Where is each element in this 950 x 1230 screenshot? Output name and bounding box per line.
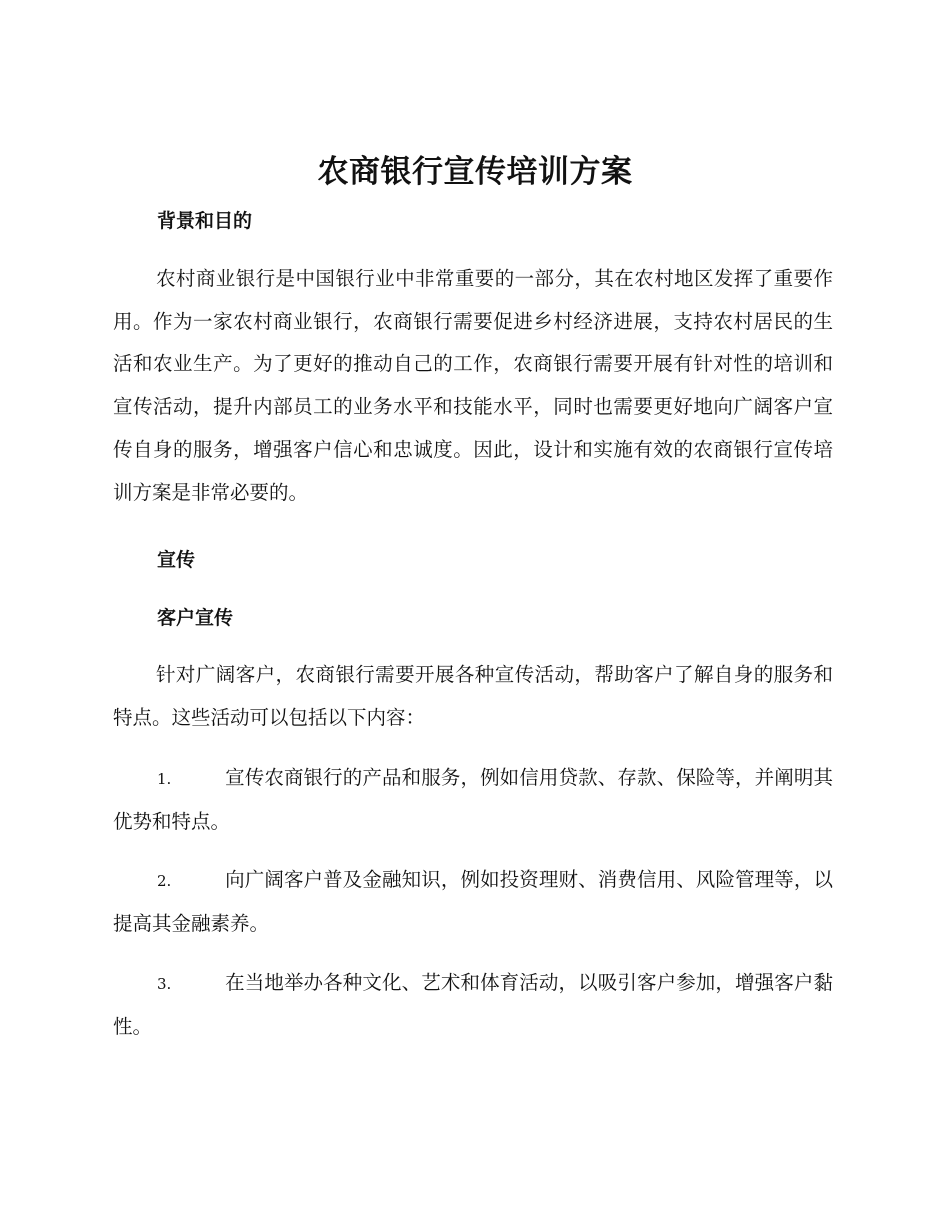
list-item-2 (113, 859, 833, 945)
document-title: 农商银行宣传培训方案 (317, 154, 633, 190)
list-number: 2. (157, 872, 172, 890)
list-item-text: 向广阔客户普及金融知识，例如投资理财、消费信用、风险管理等，以提高其金融素养。 (113, 868, 833, 935)
section-heading-background: 背景和目的 (157, 210, 253, 232)
list-number: 1. (157, 770, 172, 788)
list-item-3 (113, 962, 833, 1048)
background-paragraph: 农村商业银行是中国银行业中非常重要的一部分，其在农村地区发挥了重要作用。作为一家农村商业银行，农商银行需要促进乡村经济进展，支持农村居民的生活和农业生产。为了更好的推动自己的工作，农商银行需要开展有针对性的培训和宣传活动，提升内部员工的业务水平和技能水平，同时也需要更好地向广阔客户宣传自身的服务，增强客户信心和忠诚度。因此，设计和实施有效的农商银行宣传培训方案是非常必要的。 (113, 267, 833, 504)
list-item-text: 宣传农商银行的产品和服务，例如信用贷款、存款、保险等，并阐明其优势和特点。 (113, 766, 833, 833)
list-item-1 (113, 757, 833, 843)
list-number: 3. (157, 975, 172, 993)
section-heading-publicity: 宣传 (157, 549, 196, 571)
list-item-text: 在当地举办各种文化、艺术和体育活动，以吸引客户参加，增强客户黏性。 (113, 971, 833, 1038)
customer-publicity-paragraph: 针对广阔客户，农商银行需要开展各种宣传活动，帮助客户了解自身的服务和特点。这些活动可以包括以下内容： (113, 663, 833, 729)
section-heading-customer-publicity: 客户宣传 (157, 607, 234, 629)
